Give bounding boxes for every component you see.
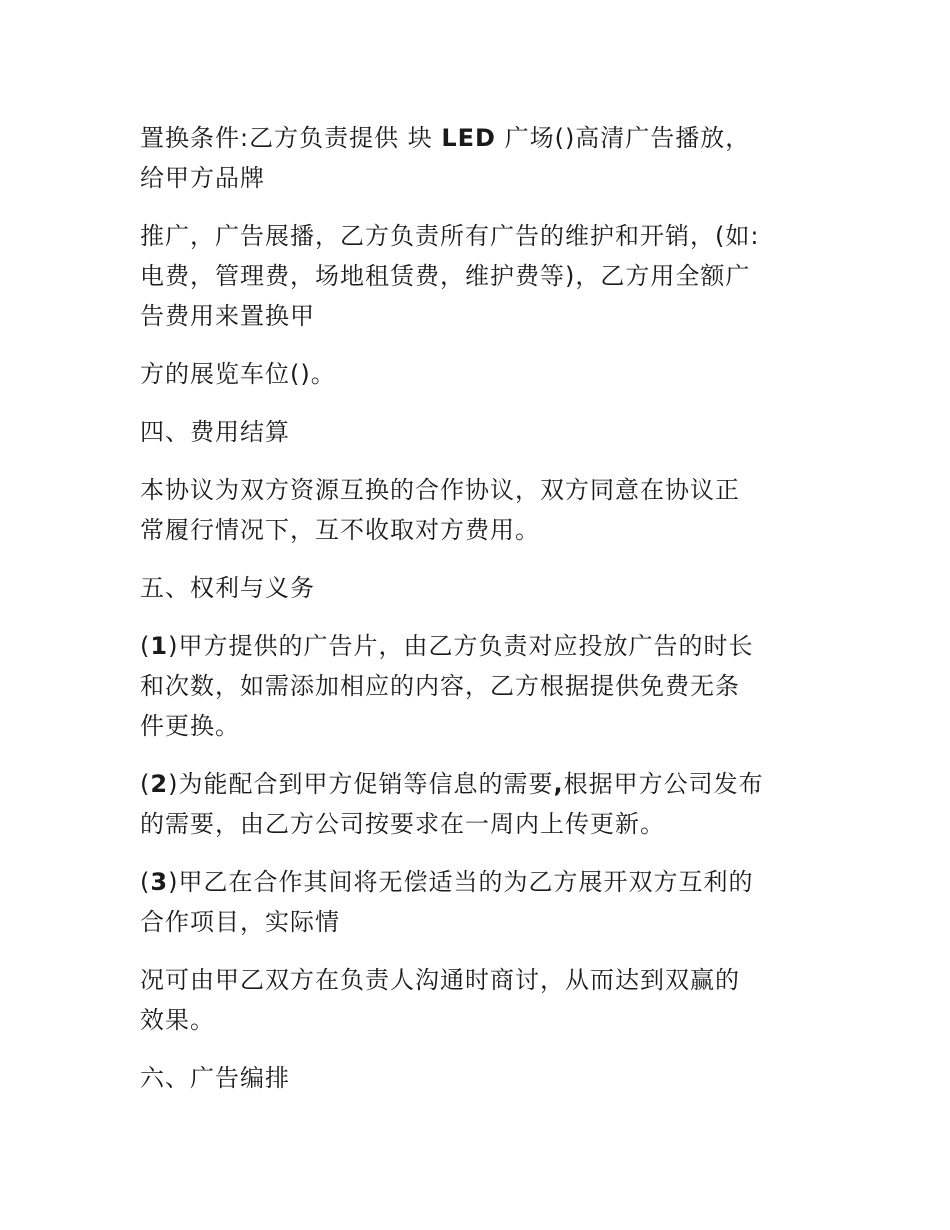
text-run: 四、费用结算 [140, 418, 290, 446]
paragraph-line [140, 354, 812, 394]
text-run: ( [140, 632, 151, 660]
document-paragraph [140, 354, 812, 394]
paragraph-line [140, 256, 812, 296]
paragraph-line [140, 412, 812, 452]
text-run: )为能配合到甲方促销等信息的需要 [168, 770, 554, 798]
text-run: )甲乙在合作其间将无偿适当的为乙方展开双方互利的 [168, 868, 754, 896]
paragraph-line [140, 470, 812, 510]
text-run: 效果。 [140, 1006, 215, 1034]
document-paragraph [140, 862, 812, 942]
text-run: 广场()高清广告播放， [495, 124, 751, 152]
paragraph-line [140, 862, 812, 902]
text-run: 本协议为双方资源互换的合作协议，双方同意在协议正 [140, 476, 740, 504]
paragraph-line [140, 626, 812, 666]
paragraph-line [140, 1000, 812, 1040]
text-run: 六、广告编排 [140, 1064, 290, 1092]
bold-text-run: , [553, 770, 564, 798]
text-run: ( [140, 868, 151, 896]
text-run: 常履行情况下，互不收取对方费用。 [140, 516, 540, 544]
document-paragraph [140, 960, 812, 1040]
text-run: 五、权利与义务 [140, 574, 315, 602]
paragraph-line [140, 666, 812, 706]
bold-text-run: 2 [150, 770, 169, 798]
document-paragraph [140, 216, 812, 336]
text-run: 和次数，如需添加相应的内容，乙方根据提供免费无条 [140, 672, 740, 700]
document-paragraph [140, 118, 812, 198]
text-run: 推广，广告展播，乙方负责所有广告的维护和开销，(如: [140, 222, 760, 250]
paragraph-line [140, 1058, 812, 1098]
text-run: )甲方提供的广告片，由乙方负责对应投放广告的时长 [168, 632, 754, 660]
paragraph-line [140, 158, 812, 198]
document-paragraph [140, 470, 812, 550]
document-paragraph [140, 1058, 812, 1098]
text-run: 合作项目，实际情 [140, 908, 340, 936]
text-run: 的需要，由乙方公司按要求在一周内上传更新。 [140, 810, 665, 838]
paragraph-line [140, 510, 812, 550]
text-run: 电费，管理费，场地租赁费，维护费等)，乙方用全额广 [140, 262, 751, 290]
paragraph-line [140, 296, 812, 336]
document-paragraph [140, 412, 812, 452]
bold-text-run: LED [441, 124, 496, 152]
document-paragraph [140, 626, 812, 746]
paragraph-line [140, 706, 812, 746]
document-paragraph [140, 764, 812, 844]
text-run: 置换条件:乙方负责提供 块 [140, 124, 442, 152]
paragraph-line [140, 902, 812, 942]
text-run: 给甲方品牌 [140, 164, 265, 192]
paragraph-line [140, 216, 812, 256]
text-run: 况可由甲乙双方在负责人沟通时商讨，从而达到双赢的 [140, 966, 740, 994]
paragraph-line [140, 568, 812, 608]
text-run: 告费用来置换甲 [140, 302, 315, 330]
document-paragraph [140, 568, 812, 608]
paragraph-line [140, 960, 812, 1000]
text-run: 根据甲方公司发布 [563, 770, 764, 798]
text-run: 件更换。 [140, 712, 240, 740]
paragraph-line [140, 118, 812, 158]
bold-text-run: 3 [150, 868, 169, 896]
bold-text-run: 1 [150, 632, 169, 660]
document-body [140, 118, 812, 1116]
paragraph-line [140, 804, 812, 844]
text-run: 方的展览车位()。 [140, 360, 336, 388]
paragraph-line [140, 764, 812, 804]
text-run: ( [140, 770, 151, 798]
